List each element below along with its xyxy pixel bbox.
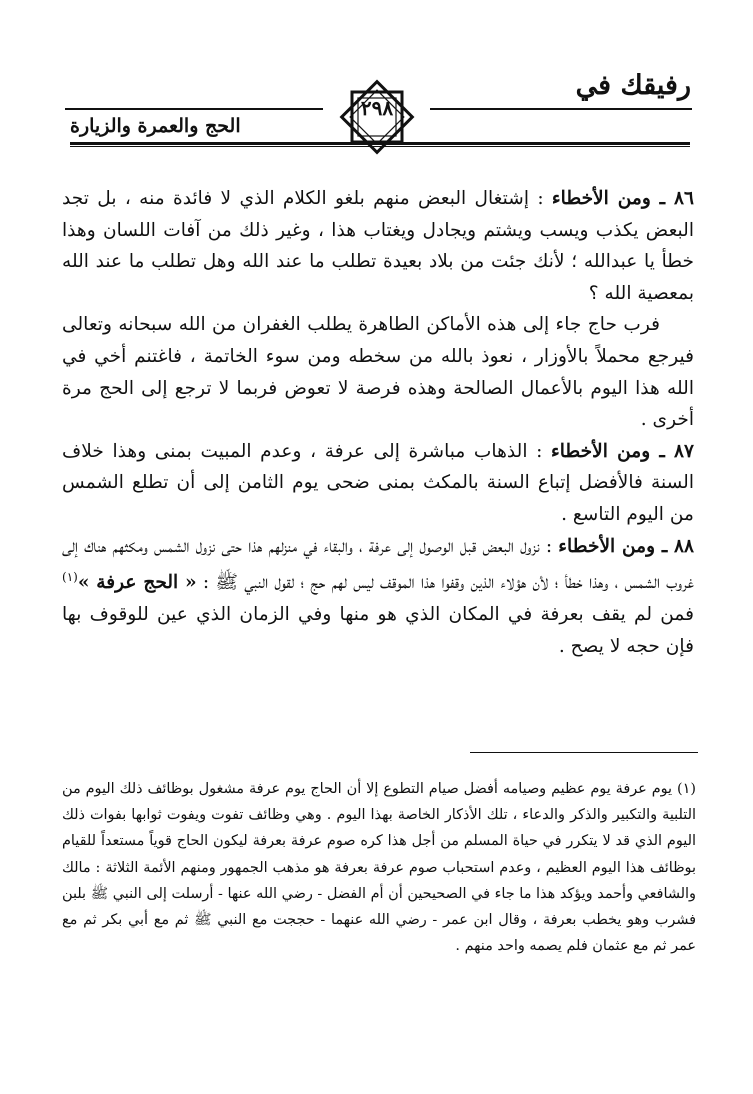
mistake-87-text: : الذهاب مباشرة إلى عرفة ، وعدم المبيت بمنى وهذا خلاف السنة فالأفضل إتباع السنة بالمكث بمنى ضحى يوم الثامن إلى أن تطلع الشمس من اليوم التاسع . bbox=[62, 440, 694, 525]
mistake-86-label: ٨٦ ـ ومن الأخطاء bbox=[551, 188, 694, 209]
mistake-88-label: ٨٨ ـ ومن الأخطاء bbox=[558, 535, 694, 557]
footnote-separator bbox=[470, 752, 698, 753]
running-subtitle: الحج والعمرة والزيارة bbox=[70, 115, 241, 137]
mistake-86-text: : إشتغال البعض منهم بلغو الكلام الذي لا فائدة منه ، بل تجد البعض يكذب ويسب ويشتم ويجادل ويغتاب هذا ، وغير ذلك من آفات اللسان وهذا خطأ يا عبدالله ؛ لأنك جئت من بلاد بعيدة تطلب ما عند الله وهل تطلب ما عند الله بمعصية الله ؟ bbox=[62, 188, 694, 304]
running-title: رفيقك في bbox=[575, 70, 691, 101]
paragraph-88 bbox=[62, 531, 694, 663]
main-text bbox=[62, 183, 694, 662]
page-number: ٢٩٨ bbox=[360, 96, 394, 120]
mistake-87-label: ٨٧ ـ ومن الأخطاء bbox=[551, 440, 694, 462]
footnote-1: (١) يوم عرفة يوم عظيم وصيامه أفضل صيام التطوع إلا أن الحاج يوم عرفة مشغول بوظائف ذلك اليوم من التلبية والتكبير والذكر والدعاء ، تلك الأذكار الخاصة بهذا اليوم . وهي وظائف تفوت ويفوت ثوابها بفوات ذلك اليوم الذي قد لا يتكرر في حياة المسلم من أجل هذا كره صوم عرفة بعرفة ليكون الحاج قوياً مستعداً للقيام بوظائف هذا اليوم العظيم ، وعدم استحباب صوم عرفة بعرفة هو مذهب الجمهور ومنهم الأئمة الثلاثة : مالك والشافعي وأحمد ويؤكد هذا ما جاء في الصحيحين أن أم الفضل - رضي الله عنها - أرسلت إلى النبي ﷺ بلبن فشرب وهو يخطب بعرفة ، وقال ابن عمر - رضي الله عنهما - حججت مع النبي ﷺ ثم مع أبي بكر ثم مع عمر ثم مع عثمان فلم يصمه واحد منهم . bbox=[62, 781, 696, 955]
header-rule-left bbox=[65, 108, 323, 110]
paragraph-87 bbox=[62, 436, 694, 531]
hadith-quote: « الحج عرفة » bbox=[77, 572, 197, 594]
paragraph-86 bbox=[62, 183, 694, 309]
mistake-88-tail: فمن لم يقف بعرفة في المكان الذي هو منها وفي الزمان الذي عين للوقوف بها فإن حجه لا يصح . bbox=[62, 603, 694, 657]
header-rule-right bbox=[430, 108, 692, 110]
footnote-reference: (١) bbox=[62, 570, 78, 585]
paragraph-86-continued: فرب حاج جاء إلى هذه الأماكن الطاهرة يطلب الغفران من الله سبحانه وتعالى فيرجع محملاً بالأوزار ، نعوذ بالله من سخطه ومن سوء الخاتمة ، فاغتنم أخي في الله هذا اليوم بالأعمال الصالحة وهذه فرصة لا تعوض فربما لا ترجع إلى الحج مرة أخرى . bbox=[62, 314, 694, 431]
mistake-88-text: : نزول البعض قبل الوصول إلى عرفة ، والبقاء في منزلهم هذا حتى نزول الشمس ومكثهم هناك إلى غروب الشمس ، وهذا خطأ ؛ لأن هؤلاء الذين وقفوا هذا الموقف ليس لهم حج ؛ لقول النبي ﷺ : bbox=[62, 535, 694, 594]
